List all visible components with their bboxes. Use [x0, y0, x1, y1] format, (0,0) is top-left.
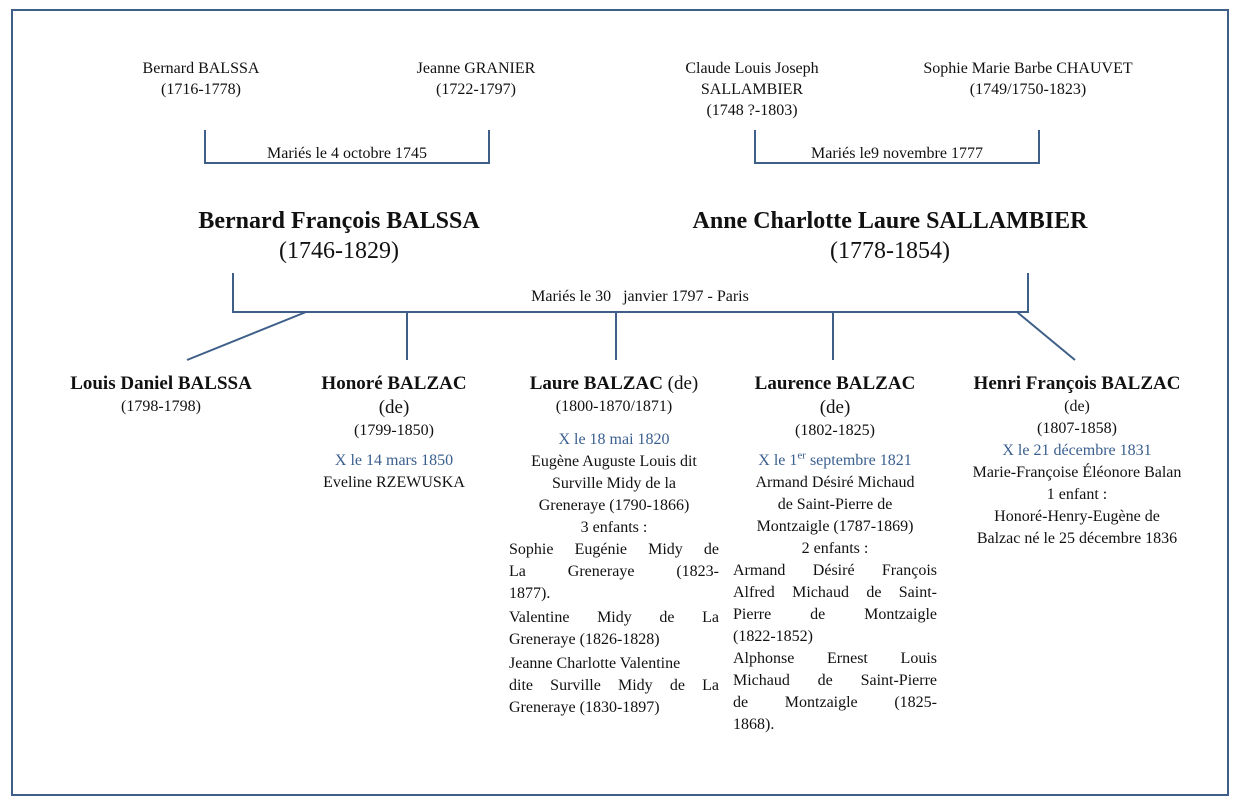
- descendant-line: de Montzaigle (1825-: [733, 694, 937, 711]
- descendant-line: Valentine Midy de La: [509, 609, 719, 626]
- spouse-name: Eveline RZEWUSKA: [323, 474, 465, 491]
- spouse-line: Surville Midy de la: [552, 475, 676, 492]
- descendant-line: Armand Désiré François: [733, 562, 937, 579]
- descendant-line: Alphonse Ernest Louis: [733, 650, 937, 667]
- grandparent-sophie-chauvet: [888, 58, 1168, 100]
- person-dates: (1722-1797): [436, 81, 516, 98]
- spouse-line: Greneraye (1790-1866): [538, 497, 690, 514]
- child-laure: [509, 372, 719, 719]
- child-louis-daniel: [41, 372, 281, 418]
- connector-louis: [187, 312, 306, 360]
- person-name: Jeanne GRANIER: [416, 60, 536, 77]
- person-dates: (1807-1858): [1037, 420, 1117, 437]
- paternal-marriage-label: Mariés le 4 octobre 1745: [267, 145, 427, 162]
- spouse-line: Montzaigle (1787-1869): [756, 518, 914, 535]
- person-name: Sophie Marie Barbe CHAUVET: [923, 60, 1133, 77]
- person-dates: (1716-1778): [161, 81, 241, 98]
- person-dates: (1748 ?-1803): [706, 102, 798, 119]
- descendant-line: Jeanne Charlotte Valentine: [509, 655, 681, 672]
- children-count: 2 enfants :: [801, 540, 869, 557]
- parent-anne-charlotte-sallambier: [640, 206, 1140, 266]
- person-name: Laure BALZAC: [529, 373, 663, 394]
- descendant-line: 1868).: [733, 716, 775, 733]
- marriage-date: X le 21 décembre 1831: [1002, 442, 1152, 459]
- parent-bernard-francois-balssa: [139, 206, 539, 266]
- descendant-line: Sophie Eugénie Midy de: [509, 541, 719, 558]
- children-count: 1 enfant :: [1046, 486, 1108, 503]
- grandparent-claude-sallambier: [652, 58, 852, 121]
- person-name-row: [509, 372, 719, 396]
- person-particle: (de): [662, 373, 699, 394]
- person-name: Bernard BALSSA: [142, 60, 260, 77]
- marriage-date: [733, 450, 937, 472]
- descendant-line: 1877).: [509, 585, 551, 602]
- person-name: Anne Charlotte Laure SALLAMBIER: [692, 208, 1088, 234]
- person-particle: (de): [378, 397, 410, 418]
- grandparent-bernard-balssa: [101, 58, 301, 100]
- person-dates: (1800-1870/1871): [555, 398, 673, 415]
- marriage-date: X le 14 mars 1850: [334, 452, 454, 469]
- person-name: Louis Daniel BALSSA: [70, 373, 252, 394]
- person-name: Henri François BALZAC: [973, 373, 1181, 394]
- descendant-line: Greneraye (1830-1897): [509, 699, 660, 716]
- grandparent-jeanne-granier: [376, 58, 576, 100]
- marriage-prefix: X le 1: [758, 452, 798, 469]
- children-count: 3 enfants :: [580, 519, 648, 536]
- person-dates: (1778-1854): [830, 238, 950, 264]
- spouse-line: Armand Désiré Michaud: [755, 474, 915, 491]
- child-henri-francois: [945, 372, 1209, 550]
- child-honore: [294, 372, 494, 494]
- descendant-line: (1822-1852): [733, 628, 813, 645]
- person-name: Laurence BALZAC: [754, 373, 916, 394]
- descendant-line: Michaud de Saint-Pierre: [733, 672, 937, 689]
- person-dates: (1798-1798): [121, 398, 201, 415]
- person-name-line1: Claude Louis Joseph: [685, 60, 819, 77]
- person-dates: (1746-1829): [279, 238, 399, 264]
- spouse-line: de Saint-Pierre de: [777, 496, 893, 513]
- marriage-sup: er: [797, 449, 806, 462]
- descendant-line: Balzac né le 25 décembre 1836: [976, 530, 1178, 547]
- marriage-date: X le 18 mai 1820: [558, 431, 670, 448]
- person-name: Bernard François BALSSA: [198, 208, 480, 234]
- descendant-line: dite Surville Midy de La: [509, 677, 719, 694]
- person-dates: (1749/1750-1823): [969, 81, 1087, 98]
- descendant-line: Honoré-Henry-Eugène de: [994, 508, 1160, 525]
- child-laurence: [733, 372, 937, 736]
- person-particle: (de): [819, 397, 851, 418]
- person-dates: (1799-1850): [354, 422, 434, 439]
- descendant-line: La Greneraye (1823-: [509, 563, 719, 580]
- marriage-suffix: septembre 1821: [805, 452, 912, 469]
- descendant-line: Alfred Michaud de Saint-: [733, 584, 937, 601]
- maternal-marriage-label: Mariés le9 novembre 1777: [811, 145, 983, 162]
- person-dates: (1802-1825): [795, 422, 875, 439]
- descendant-line: Greneraye (1826-1828): [509, 631, 660, 648]
- person-particle: (de): [1064, 398, 1090, 415]
- descendant-line: Pierre de Montzaigle: [733, 606, 937, 623]
- person-name: Honoré BALZAC: [321, 373, 467, 394]
- spouse-line: Eugène Auguste Louis dit: [531, 453, 697, 470]
- spouse-name: Marie-Françoise Éléonore Balan: [972, 464, 1182, 481]
- parents-marriage-label: Mariés le 30 janvier 1797 - Paris: [531, 288, 749, 305]
- person-name-line2: SALLAMBIER: [700, 81, 804, 98]
- connector-henri: [1017, 312, 1075, 360]
